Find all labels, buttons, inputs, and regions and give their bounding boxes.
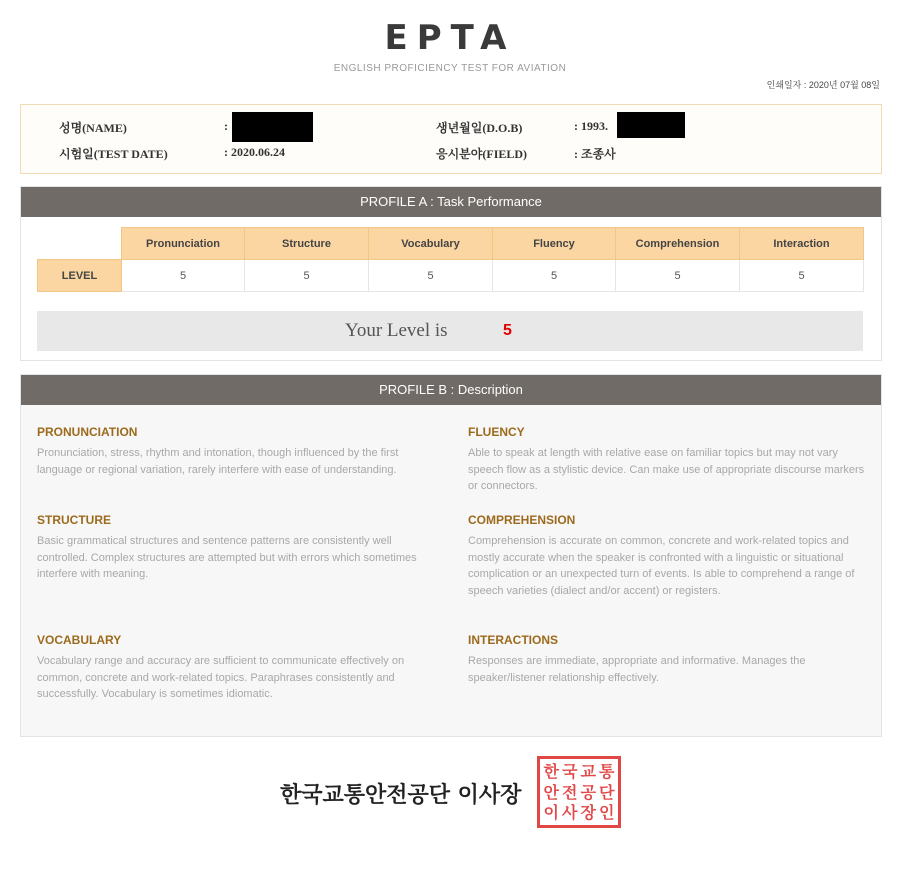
performance-header-row [38, 228, 864, 260]
seal-char: 사 [562, 803, 578, 823]
candidate-info-box [20, 104, 882, 174]
level-vocabulary: 5 [369, 260, 493, 292]
col-structure: Structure [245, 228, 369, 260]
issue-date: 인쇄일자 : 2020년 07월 08일 [766, 80, 880, 90]
level-row [38, 260, 864, 292]
official-seal-stamp [537, 756, 621, 828]
desc-text: Able to speak at length with relative ease on familiar topics but may not vary speech flow as a stylistic device. Can make use of appropriate discourse markers or connectors. [468, 447, 865, 492]
seal-char: 장 [580, 803, 596, 823]
col-pronunciation: Pronunciation [122, 228, 245, 260]
issuer-signature: 한국교통안전공단 이사장 [280, 782, 522, 808]
desc-title: VOCABULARY [37, 633, 122, 647]
desc-title: INTERACTIONS [468, 633, 558, 647]
profile-a-title: PROFILE A : Task Performance [21, 187, 881, 217]
seal-char: 이 [543, 803, 559, 823]
col-vocabulary: Vocabulary [369, 228, 493, 260]
seal-char: 국 [562, 762, 578, 781]
name-redaction [232, 112, 313, 142]
name-label: 성명(NAME) [59, 121, 127, 135]
seal-char: 교 [580, 762, 596, 781]
dob-value: : 1993. [574, 119, 608, 133]
desc-title: PRONUNCIATION [37, 425, 138, 439]
desc-title: FLUENCY [468, 425, 525, 439]
desc-vocabulary [37, 633, 437, 703]
your-level-label: Your Level is [345, 320, 448, 341]
seal-char: 인 [599, 803, 615, 823]
table-corner [38, 228, 122, 260]
col-interaction: Interaction [740, 228, 864, 260]
profile-a-panel [20, 186, 882, 361]
col-fluency: Fluency [493, 228, 616, 260]
level-structure: 5 [245, 260, 369, 292]
your-level-value: 5 [503, 322, 512, 339]
dob-redaction [617, 112, 685, 138]
seal-char: 한 [543, 762, 559, 781]
field-value: : 조종사 [574, 147, 616, 161]
test-date-label: 시험일(TEST DATE) [59, 147, 168, 161]
seal-char: 통 [599, 762, 615, 781]
desc-text: Pronunciation, stress, rhythm and intonation, though influenced by the first language or regional variation, rarely interfere with ease of understanding. [37, 447, 399, 476]
level-pronunciation: 5 [122, 260, 245, 292]
desc-fluency [468, 425, 868, 495]
epta-logo: EPTA [384, 18, 516, 58]
description-body [21, 405, 881, 736]
level-fluency: 5 [493, 260, 616, 292]
profile-b-panel [20, 374, 882, 737]
col-comprehension: Comprehension [616, 228, 740, 260]
performance-table [37, 227, 864, 292]
dob-label: 생년월일(D.O.B) [436, 121, 523, 135]
level-row-label: LEVEL [38, 260, 122, 292]
your-level-bar [37, 311, 863, 351]
seal-char: 공 [580, 782, 596, 802]
level-interaction: 5 [740, 260, 864, 292]
logo-subtitle: ENGLISH PROFICIENCY TEST FOR AVIATION [333, 63, 567, 74]
seal-char: 안 [543, 782, 559, 802]
field-label: 응시분야(FIELD) [436, 147, 528, 161]
level-comprehension: 5 [616, 260, 740, 292]
desc-text: Responses are immediate, appropriate and informative. Manages the speaker/listener relationship effectively. [468, 655, 806, 684]
desc-title: COMPREHENSION [468, 513, 576, 527]
test-date-value: : 2020.06.24 [224, 145, 285, 159]
seal-char: 단 [599, 782, 615, 802]
desc-pronunciation [37, 425, 437, 478]
desc-text: Basic grammatical structures and sentence patterns are consistently well controlled. Complex structures are attempted but with errors which sometimes interfere with meaning. [37, 535, 417, 580]
desc-structure [37, 513, 437, 583]
name-value: : [224, 119, 228, 133]
desc-title: STRUCTURE [37, 513, 111, 527]
seal-char: 전 [562, 782, 578, 802]
profile-b-title: PROFILE B : Description [21, 375, 881, 405]
desc-text: Comprehension is accurate on common, concrete and work-related topics and mostly accurate when the speaker is confronted with a linguistic or situational complication or an unexpected turn of events. Is able to comprehend a range of speech varieties (dialect and/or accent) or registers. [468, 535, 855, 597]
desc-interactions [468, 633, 868, 686]
desc-comprehension [468, 513, 868, 599]
desc-text: Vocabulary range and accuracy are sufficient to communicate effectively on common, concrete and work-related topics. Paraphrases consistently and successfully. Vocabulary is sometimes idiomatic. [37, 655, 405, 700]
